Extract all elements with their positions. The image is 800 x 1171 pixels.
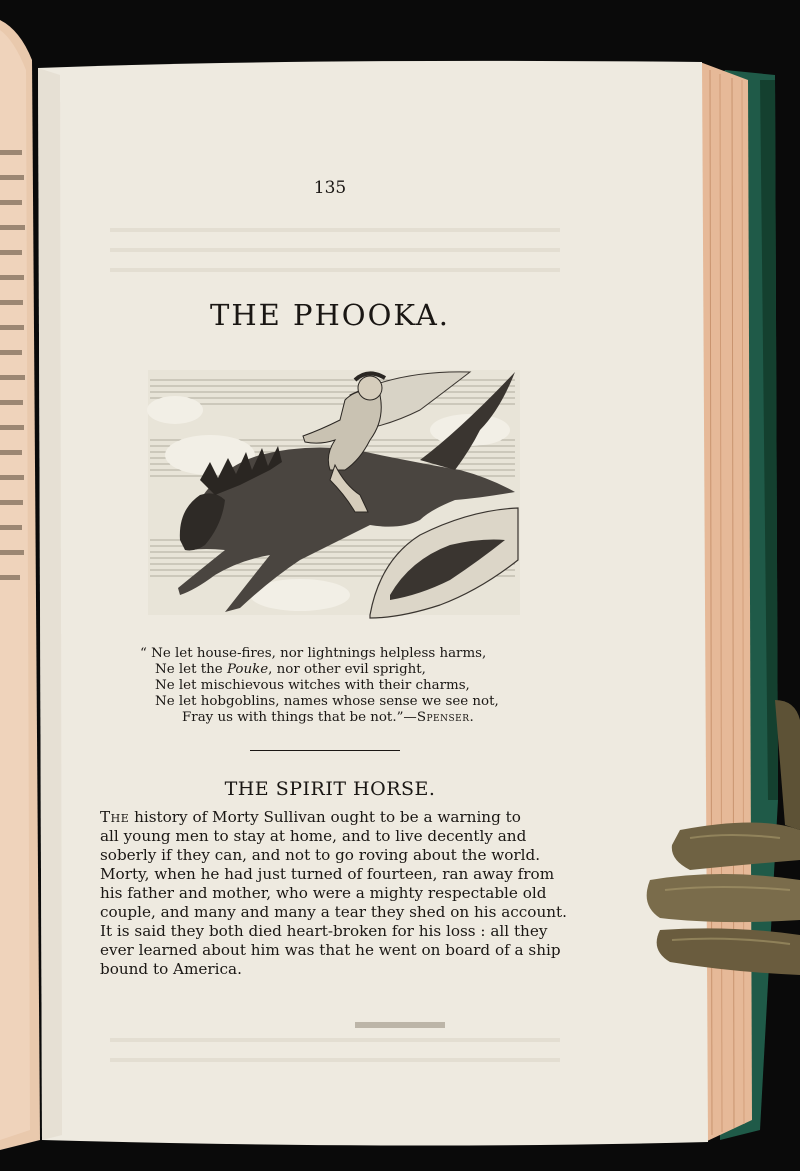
section-divider (250, 750, 400, 751)
verse-line: Ne let mischievous witches with their charms, (155, 678, 470, 693)
body-line: ever learned about him was that he went on board of a ship (100, 941, 561, 959)
body-line: soberly if they can, and not to go roving about the world. (100, 846, 541, 864)
body-line: his father and mother, who were a mighty respectable old (100, 884, 547, 902)
verse-line: Ne let the Pouke, nor other evil spright, (155, 662, 426, 677)
chapter-title: THE PHOOKA. (209, 298, 451, 332)
verse-italic-word: Pouke (226, 662, 269, 677)
body-line: bound to America. (100, 960, 242, 978)
verse-attribution: Spenser. (416, 710, 475, 725)
body-line: couple, and many and many a tear they shed on his account. (100, 903, 567, 921)
story-title: THE SPIRIT HORSE. (224, 778, 436, 800)
body-line: The history of Morty Sullivan ought to be a warning to (100, 808, 521, 826)
verse-line: Ne let hobgoblins, names whose sense we see not, (155, 694, 499, 709)
first-word: The (100, 808, 130, 826)
body-line: It is said they both died heart-broken for his loss : all they (100, 922, 548, 940)
verse-line: “ Ne let house-fires, nor lightnings helpless harms, (140, 646, 487, 661)
page-number: 135 (313, 178, 347, 198)
body-line: Morty, when he had just turned of fourteen, ran away from (100, 865, 555, 883)
body-line: all young men to stay at home, and to live decently and (100, 827, 527, 845)
verse-line: Fray us with things that be not.”—Spenser. (182, 710, 475, 725)
